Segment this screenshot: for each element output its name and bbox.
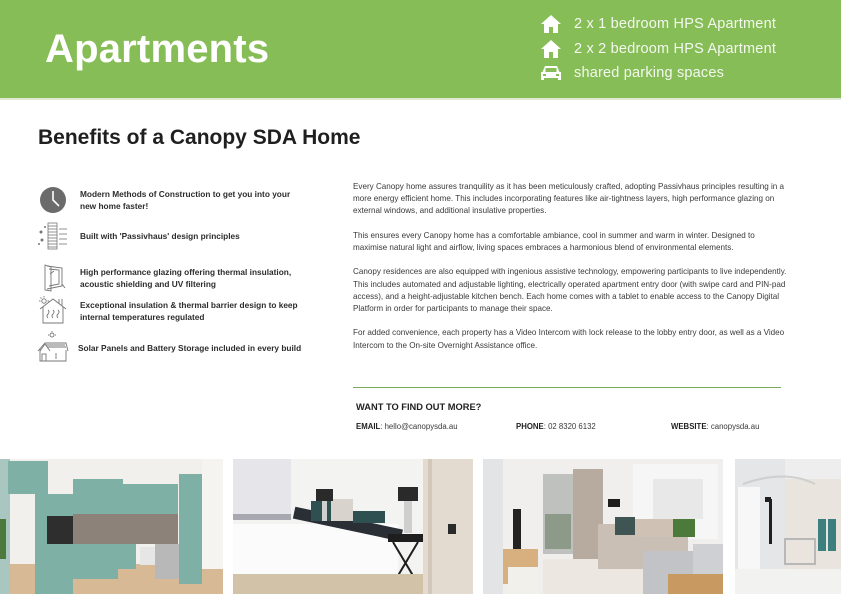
body-paragraph: This ensures every Canopy home has a comfortable ambiance, cool in summer and warm in winter. Designed to maximise natural light and airflow, living spaces embraces a harmonious blend of environmental elements. — [353, 230, 755, 252]
bathroom-photo — [735, 459, 841, 594]
bedroom-photo — [233, 459, 473, 594]
benefit-text: Solar Panels and Battery Storage included in every build — [78, 343, 302, 353]
living-room-photo — [483, 459, 723, 594]
page-title: Apartments — [45, 27, 270, 71]
benefit-text: Exceptional insulation & thermal barrier design to keep internal temperatures regulated — [80, 300, 298, 322]
contact-website[interactable] — [671, 422, 759, 431]
phone-value[interactable]: : 02 8320 6132 — [543, 422, 596, 431]
feature-label: 2 x 1 bedroom HPS Apartment — [574, 16, 777, 33]
feature-item — [540, 61, 776, 86]
contact-email[interactable] — [356, 422, 458, 431]
passivhaus-wall-icon — [36, 220, 70, 252]
kitchen-photo — [0, 459, 223, 594]
email-value[interactable]: : hello@canopysda.au — [380, 422, 458, 431]
website-label: WEBSITE — [671, 422, 707, 431]
benefit-item — [36, 332, 308, 364]
car-icon — [540, 63, 562, 83]
email-label: EMAIL — [356, 422, 381, 431]
house-icon — [540, 39, 562, 59]
benefit-item — [36, 184, 305, 216]
house-icon — [540, 14, 562, 34]
benefit-text: High performance glazing offering thermal insulation, acoustic shielding and UV filtering — [80, 267, 292, 289]
benefit-item — [36, 220, 305, 252]
feature-label: shared parking spaces — [574, 65, 725, 82]
website-value[interactable]: : canopysda.au — [706, 422, 760, 431]
feature-list — [540, 12, 776, 86]
body-paragraph: This includes automated and adjustable lighting, electrically operated apartment entry door (with swipe card and PIN-pad access), and a height-adjustable kitchen bench. Each home comes with a tablet to enable access to the Canopy Digital Platform in order for participants to manage their space. — [353, 279, 786, 313]
benefits-heading: Benefits of a Canopy SDA Home — [38, 126, 361, 149]
body-paragraph: Every Canopy home assures tranquility as it has been meticulously crafted, adopting Passivhaus principles resulting in a more energy efficient home. This includes incorporating features like air-tightness layers, high performance glazing on external windows, and additional insulative properties. — [353, 182, 784, 216]
feature-item — [540, 12, 776, 37]
insulated-house-icon — [36, 295, 70, 327]
benefit-text: Modern Methods of Construction to get you into your new home faster! — [80, 189, 291, 211]
body-paragraph: For added convenience, each property has a Video Intercom with lock release to the lobby entry door, as well as a Video Intercom to the On-site Overnight Assistance office. — [353, 328, 785, 350]
contact-heading: WANT TO FIND OUT MORE? — [356, 402, 482, 412]
feature-item — [540, 37, 776, 62]
clock-icon — [36, 184, 70, 216]
window-glazing-icon — [36, 262, 70, 294]
benefit-text: Built with 'Passivhaus' design principles — [80, 231, 240, 241]
feature-label: 2 x 2 bedroom HPS Apartment — [574, 40, 777, 57]
section-divider — [353, 387, 781, 388]
phone-label: PHONE — [516, 422, 544, 431]
benefit-item — [36, 262, 305, 294]
header-banner — [0, 0, 841, 100]
benefit-item — [36, 295, 305, 327]
body-paragraph: Canopy residences are also equipped with ingenious assistive technology, empowering participants to live independently. — [353, 267, 787, 277]
body-copy — [353, 181, 788, 364]
contact-phone[interactable] — [516, 422, 596, 431]
solar-house-icon — [36, 332, 70, 364]
